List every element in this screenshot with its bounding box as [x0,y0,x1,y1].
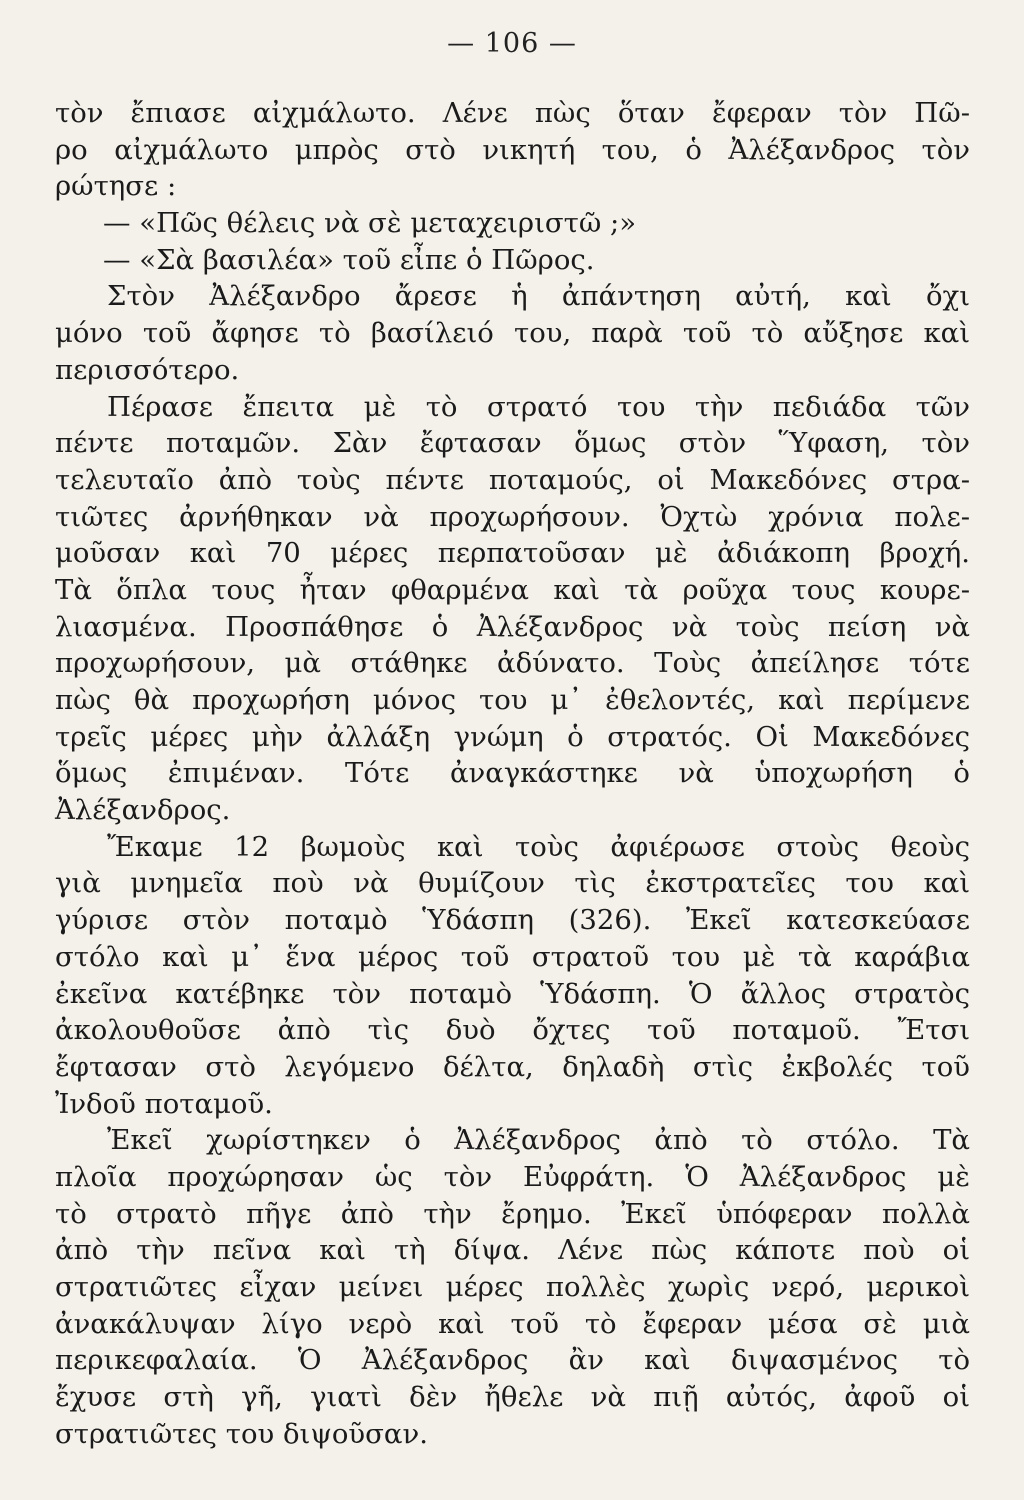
text-line: περισσότερο. [55,353,240,386]
text-line: τελευταῖο ἀπὸ τοὺς πέντε ποταμούς, οἱ Μακεδόνες στρα- [55,463,970,496]
text-line: στρατιῶτες του διψοῦσαν. [55,1417,428,1450]
text-line: πλοῖα προχώρησαν ὡς τὸν Εὐφράτη. Ὁ Ἀλέξανδρος μὲ [55,1160,970,1193]
text-line: Ἔκαμε 12 βωμοὺς καὶ τοὺς ἀφιέρωσε στοὺς θεοὺς [107,830,970,863]
text-line: ἔχυσε στὴ γῆ, γιατὶ δὲν ἤθελε νὰ πιῇ αὐτός, ἀφοῦ οἱ [55,1381,970,1414]
text-line: γύρισε στὸν ποταμὸ Ὑδάσπη (326). Ἐκεῖ κατεσκεύασε [55,904,970,937]
text-line: τιῶτες ἀρνήθηκαν νὰ προχωρήσουν. Ὀχτὼ χρόνια πολε- [55,500,970,533]
text-line: ἀνακάλυψαν λίγο νερὸ καὶ τοῦ τὸ ἔφεραν μέσα σὲ μιὰ [55,1307,970,1340]
text-line: τὸν ἔπιασε αἰχμάλωτο. Λένε πὼς ὅταν ἔφεραν τὸν Πῶ- [55,97,970,129]
text-line: πέντε ποταμῶν. Σὰν ἔφτασαν ὅμως στὸν Ὕφαση, τὸν [55,427,970,460]
text-line: Στὸν Ἀλέξανδρο ἄρεσε ἡ ἀπάντηση αὐτή, καὶ ὄχι [107,280,970,313]
text-line: μόνο τοῦ ἄφησε τὸ βασίλειό του, παρὰ τοῦ τὸ αὔξησε καὶ [55,317,970,350]
text-line: γιὰ μνημεῖα ποὺ νὰ θυμίζουν τὶς ἐκστρατεῖες του καὶ [55,867,970,900]
text-line: Ἐκεῖ χωρίστηκεν ὁ Ἀλέξανδρος ἀπὸ τὸ στόλο. Τὰ [107,1124,970,1157]
text-line: ἀκολουθοῦσε ἀπὸ τὶς δυὸ ὄχτες τοῦ ποταμοῦ. Ἔτσι [55,1014,970,1047]
paragraph [55,1122,970,1452]
body-text [55,95,970,1452]
text-line: μοῦσαν καὶ 70 μέρες περπατοῦσαν μὲ ἀδιάκοπη βροχή. [55,537,970,570]
paragraph [55,278,970,388]
page-number: — 106 — [447,28,577,59]
text-line: Ἰνδοῦ ποταμοῦ. [55,1087,273,1120]
text-line: ἐκεῖνα κατέβηκε τὸν ποταμὸ Ὑδάσπη. Ὁ ἄλλος στρατὸς [55,977,970,1010]
paragraph [55,829,970,1123]
paragraph [55,205,970,242]
text-line: ρώτησε : [55,170,177,203]
text-line: ἀπὸ τὴν πεῖνα καὶ τὴ δίψα. Λένε πὼς κάποτε ποὺ οἱ [55,1234,970,1267]
text-line: στρατιῶτες εἶχαν μείνει μέρες πολλὲς χωρὶς νερό, μερικοὶ [55,1271,970,1303]
paragraph [55,242,970,279]
text-line: ὅμως ἐπιμέναν. Τότε ἀναγκάστηκε νὰ ὑποχωρήση ὁ [55,757,970,790]
text-line: Ἀλέξανδρος. [55,794,231,827]
text-line: τὸ στρατὸ πῆγε ἀπὸ τὴν ἔρημο. Ἐκεῖ ὑπόφεραν πολλὰ [55,1197,970,1230]
text-line: ἔφτασαν στὸ λεγόμενο δέλτα, δηλαδὴ στὶς ἐκβολές τοῦ [55,1050,970,1083]
text-line: — «Σὰ βασιλέα» τοῦ εἶπε ὁ Πῶρος. [103,243,595,276]
text-line: προχωρήσουν, μὰ στάθηκε ἀδύνατο. Τοὺς ἀπείλησε τότε [55,647,970,680]
text-line: λιασμένα. Προσπάθησε ὁ Ἀλέξανδρος νὰ τοὺς πείση νὰ [55,610,970,643]
text-line: περικεφαλαία. Ὁ Ἀλέξανδρος ἂν καὶ διψασμένος τὸ [55,1344,970,1377]
text-line: ρο αἰχμάλωτο μπρὸς στὸ νικητή του, ὁ Ἀλέξανδρος τὸν [55,133,970,166]
text-line: τρεῖς μέρες μὴν ἀλλάξη γνώμη ὁ στρατός. Οἱ Μακεδόνες [55,720,970,753]
text-line: Τὰ ὅπλα τους ἦταν φθαρμένα καὶ τὰ ροῦχα τους κουρε- [55,573,970,606]
text-line: — «Πῶς θέλεις νὰ σὲ μεταχειριστῶ ;» [103,207,637,240]
text-line: Πέρασε ἔπειτα μὲ τὸ στρατό του τὴν πεδιάδα τῶν [107,390,970,423]
text-line: πὼς θὰ προχωρήση μόνος του μ᾽ ἐθελοντές, καὶ περίμενε [55,684,970,716]
text-line: στόλο καὶ μ᾽ ἕνα μέρος τοῦ στρατοῦ του μὲ τὰ καράβια [55,940,970,973]
paragraph [55,389,970,829]
paragraph [55,95,970,205]
